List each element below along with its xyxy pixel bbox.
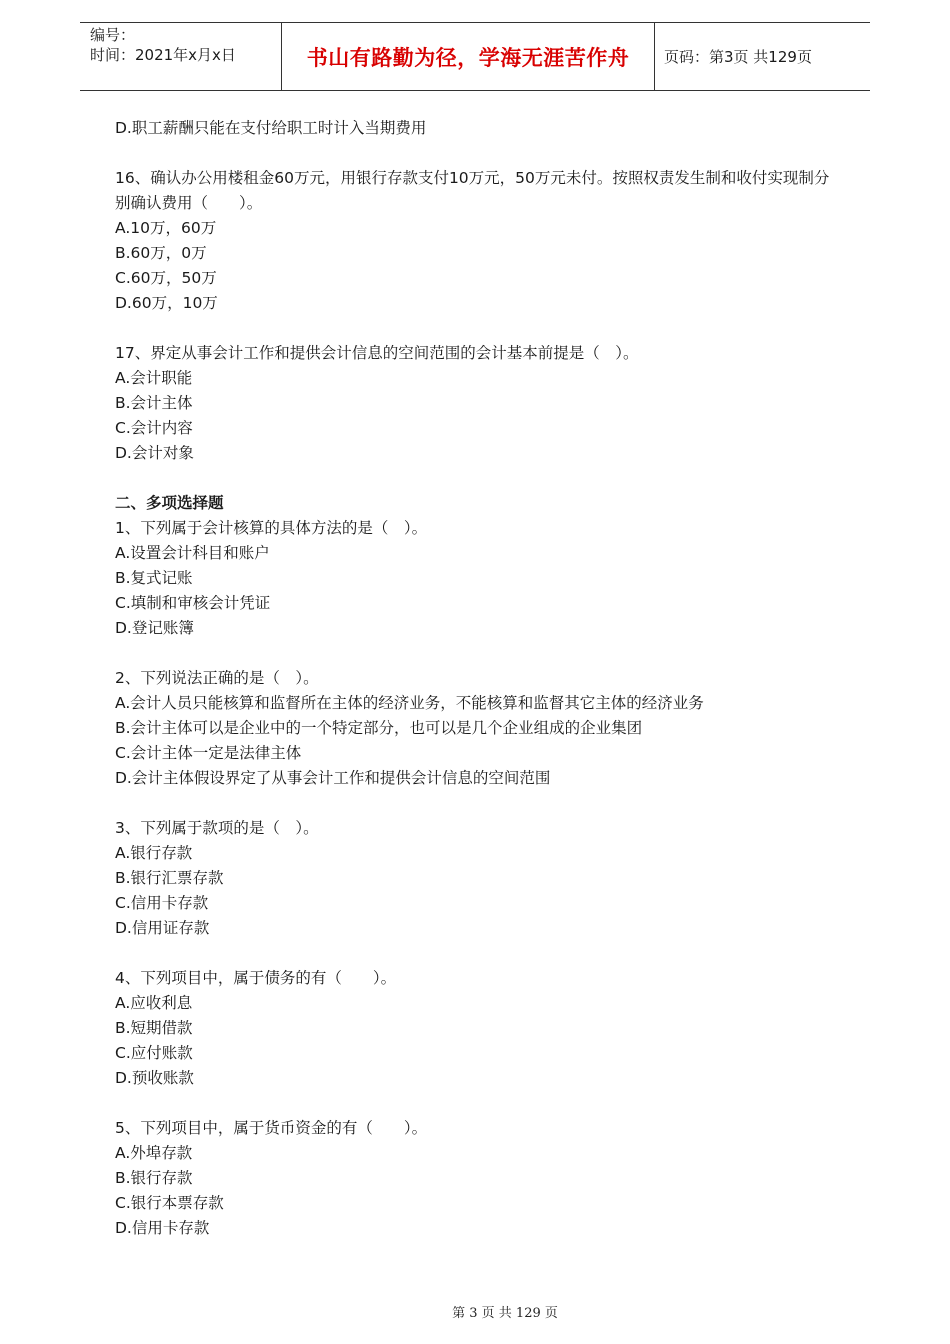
option-d: D.会计主体假设界定了从事会计工作和提供会计信息的空间范围 bbox=[115, 769, 551, 787]
header-left-cell bbox=[80, 23, 281, 90]
option-c: C.应付账款 bbox=[115, 1044, 193, 1062]
option-c: C.会计内容 bbox=[115, 419, 193, 437]
option-b: B.短期借款 bbox=[115, 1019, 193, 1037]
multi-question-5 bbox=[115, 1116, 835, 1241]
question-stem: 2、下列说法正确的是（ ）。 bbox=[115, 669, 319, 687]
multi-question-2 bbox=[115, 666, 835, 791]
option-d: D.会计对象 bbox=[115, 444, 194, 462]
option-c: C.会计主体一定是法律主体 bbox=[115, 744, 302, 762]
option-b: B.会计主体可以是企业中的一个特定部分，也可以是几个企业组成的企业集团 bbox=[115, 719, 643, 737]
number-label: 编号： bbox=[90, 26, 136, 44]
option-b: B.银行汇票存款 bbox=[115, 869, 224, 887]
option-a: A.10万，60万 bbox=[115, 219, 217, 237]
option-a: A.会计职能 bbox=[115, 369, 193, 387]
option-b: B.60万，0万 bbox=[115, 244, 207, 262]
option-c: C.信用卡存款 bbox=[115, 894, 209, 912]
multi-question-4 bbox=[115, 966, 835, 1091]
option-c: C.60万，50万 bbox=[115, 269, 217, 287]
section-title: 二、多项选择题 bbox=[115, 494, 224, 512]
option-a: A.外埠存款 bbox=[115, 1144, 193, 1162]
option-b: B.银行存款 bbox=[115, 1169, 193, 1187]
page-header bbox=[80, 22, 870, 91]
multi-question-3 bbox=[115, 816, 835, 941]
question-stem: 4、下列项目中，属于债务的有（ ）。 bbox=[115, 969, 397, 987]
option-a: A.银行存款 bbox=[115, 844, 193, 862]
question-stem: 17、界定从事会计工作和提供会计信息的空间范围的会计基本前提是（ ）。 bbox=[115, 344, 639, 362]
option-d: D.登记账簿 bbox=[115, 619, 194, 637]
option-c: C.银行本票存款 bbox=[115, 1194, 224, 1212]
question-17 bbox=[115, 341, 835, 466]
option-a: A.会计人员只能核算和监督所在主体的经济业务，不能核算和监督其它主体的经济业务 bbox=[115, 694, 704, 712]
option-d-previous: D.职工薪酬只能在支付给职工时计入当期费用 bbox=[115, 119, 427, 137]
header-motto: 书山有路勤为径，学海无涯苦作舟 bbox=[281, 23, 655, 90]
header-page-label: 页码：第3页 共129页 bbox=[664, 48, 812, 66]
option-b: B.复式记账 bbox=[115, 569, 193, 587]
page-footer: 第 3 页 共 129 页 bbox=[452, 1306, 558, 1321]
option-d: D.60万，10万 bbox=[115, 294, 218, 312]
question-16 bbox=[115, 166, 835, 316]
document-body bbox=[115, 116, 835, 1241]
option-b: B.会计主体 bbox=[115, 394, 193, 412]
option-c: C.填制和审核会计凭证 bbox=[115, 594, 271, 612]
option-d: D.信用证存款 bbox=[115, 919, 210, 937]
option-d: D.预收账款 bbox=[115, 1069, 194, 1087]
multi-question-1 bbox=[115, 516, 835, 641]
question-stem: 3、下列属于款项的是（ ）。 bbox=[115, 819, 319, 837]
option-a: A.应收利息 bbox=[115, 994, 193, 1012]
question-stem: 16、确认办公用楼租金60万元，用银行存款支付10万元，50万元未付。按照权责发生制和收付实现制分别确认费用（ ）。 bbox=[115, 169, 830, 212]
question-stem: 1、下列属于会计核算的具体方法的是（ ）。 bbox=[115, 519, 428, 537]
option-a: A.设置会计科目和账户 bbox=[115, 544, 270, 562]
question-stem: 5、下列项目中，属于货币资金的有（ ）。 bbox=[115, 1119, 428, 1137]
option-d: D.信用卡存款 bbox=[115, 1219, 210, 1237]
time-label: 时间：2021年x月x日 bbox=[90, 46, 236, 64]
